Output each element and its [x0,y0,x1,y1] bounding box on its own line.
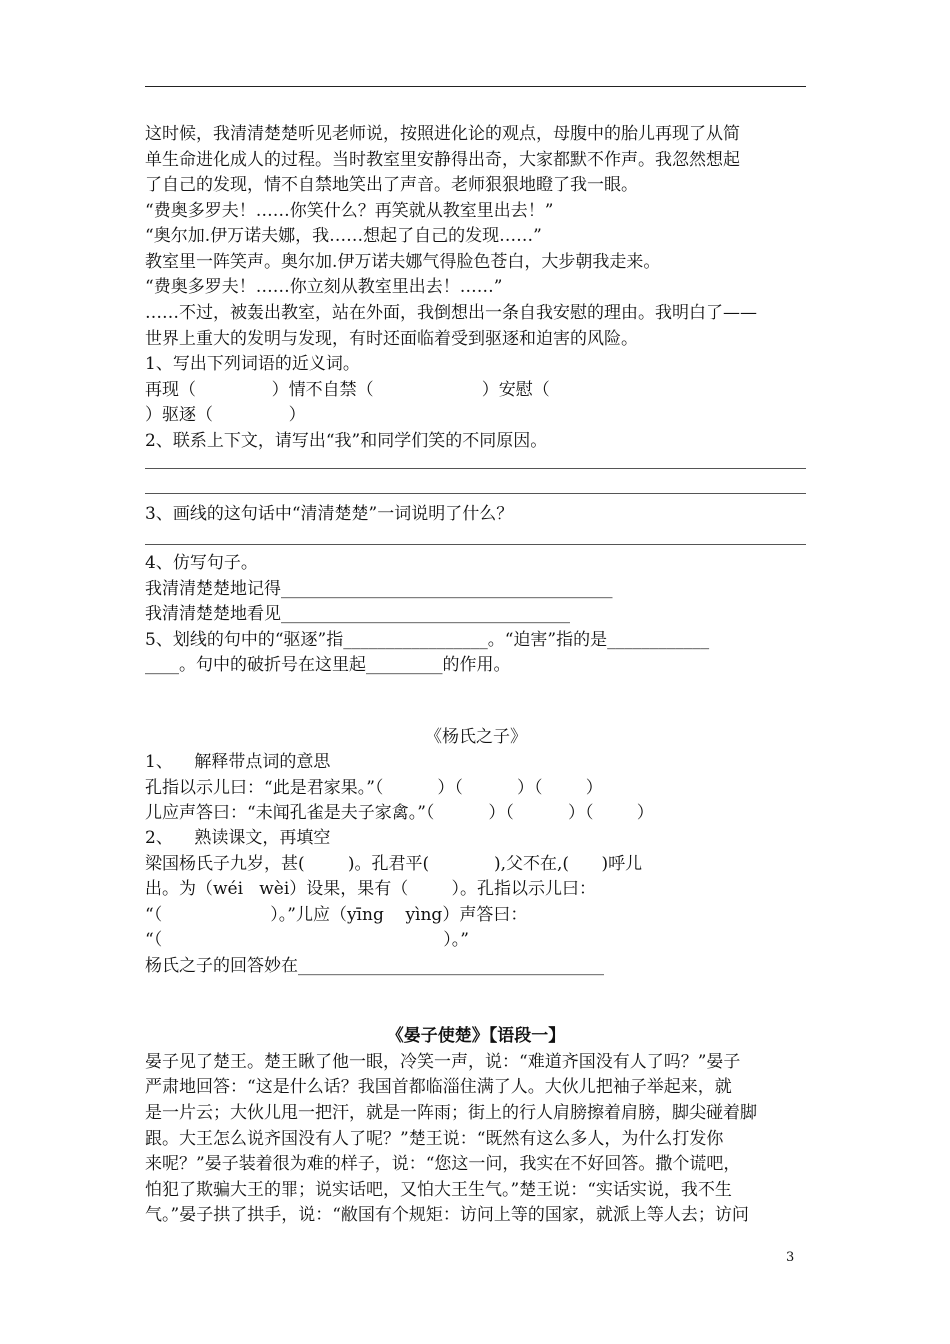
question-3: 3、画线的这句话中“清清楚楚”一词说明了什么？ [145,504,514,524]
question-4: 4、仿写句子。 [145,553,258,573]
passage-line: 单生命进化成人的过程。当时教室里安静得出奇，大家都默不作声。我忽然想起 [145,150,740,170]
section-line: 杨氏之子的回答妙在____________________________________ [145,956,604,976]
section-line: “（ ）。” [145,930,469,950]
answer-rule [145,468,806,469]
section-line: 怕犯了欺骗大王的罪；说实话吧，又怕大王生气。”楚王说：“实话实说，我不生 [145,1180,732,1200]
section-line: 儿应声答曰：“未闻孔雀是夫子家禽。”（ ）（ ）（ ） [145,803,654,823]
passage-line: ……不过，被轰出教室，站在外面，我倒想出一条自我安慰的理由。我明白了—— [145,303,757,323]
question-4-answer-line: 我清清楚楚地看见__________________________________ [145,604,570,624]
question-5: 5、划线的句中的“驱逐”指_________________。“迫害”指的是____________ [145,630,710,650]
page-number: 3 [786,1250,795,1265]
section-title: 《晏子使楚》【语段一】 [386,1026,566,1046]
section-line: 出。为（wéi wèi）设果，果有（ ）。孔指以示儿曰： [145,879,597,899]
section-line: 来呢？”晏子装着很为难的样子，说：“您这一问，我实在不好回答。撒个谎吧， [145,1154,741,1174]
question-1: 1、写出下列词语的近义词。 [145,354,360,374]
section-line: 气。”晏子拱了拱手，说：“敝国有个规矩：访问上等的国家，就派上等人去；访问 [145,1205,749,1225]
section-line: “（ ）。”儿应（yīng yìng）声答曰： [145,905,528,925]
question-2: 2、联系上下文，请写出“我”和同学们笑的不同原因。 [145,431,548,451]
question-5-continued: ____。句中的破折号在这里起_________的作用。 [145,655,511,675]
passage-line: 了自己的发现，情不自禁地笑出了声音。老师狠狠地瞪了我一眼。 [145,175,638,195]
section-line: 晏子见了楚王。楚王瞅了他一眼，冷笑一声，说：“难道齐国没有人了吗？”晏子 [145,1052,741,1072]
answer-rule [145,493,806,494]
header-rule [145,86,806,87]
section-title: 《杨氏之子》 [425,727,527,747]
section-line: 跟。大王怎么说齐国没有人了呢？”楚王说：“既然有这么多人，为什么打发你 [145,1129,724,1149]
section-line: 孔指以示儿曰：“此是君家果。”（ ）（ ）（ ） [145,778,603,798]
passage-line: “奥尔加.伊万诺夫娜，我……想起了自己的发现……” [145,226,542,246]
question-1-answer-line: 再现（ ）情不自禁（ ）安慰（ [145,380,550,400]
section-line: 2、 熟读课文，再填空 [145,828,331,848]
section-line: 严肃地回答：“这是什么话？我国首都临淄住满了人。大伙儿把袖子举起来，就 [145,1077,732,1097]
passage-line: 世界上重大的发明与发现，有时还面临着受到驱逐和迫害的风险。 [145,329,638,349]
section-line: 1、 解释带点词的意思 [145,752,331,772]
question-1-answer-line: ）驱逐（ ） [145,405,306,425]
passage-line: “费奥多罗夫！……你立刻从教室里出去！……” [145,277,503,297]
passage-line: 教室里一阵笑声。奥尔加.伊万诺夫娜气得脸色苍白，大步朝我走来。 [145,252,661,272]
section-line: 是一片云；大伙儿甩一把汗，就是一阵雨；街上的行人肩膀擦着肩膀，脚尖碰着脚 [145,1103,757,1123]
question-4-answer-line: 我清清楚楚地记得_______________________________________ [145,579,613,599]
passage-line: “费奥多罗夫！……你笑什么？再笑就从教室里出去！” [145,201,554,221]
passage-line: 这时候，我清清楚楚听见老师说，按照进化论的观点，母腹中的胎儿再现了从简 [145,124,740,144]
answer-rule [145,544,806,545]
section-line: 梁国杨氏子九岁，甚( )。孔君平( ),父不在,( )呼儿 [145,854,643,874]
